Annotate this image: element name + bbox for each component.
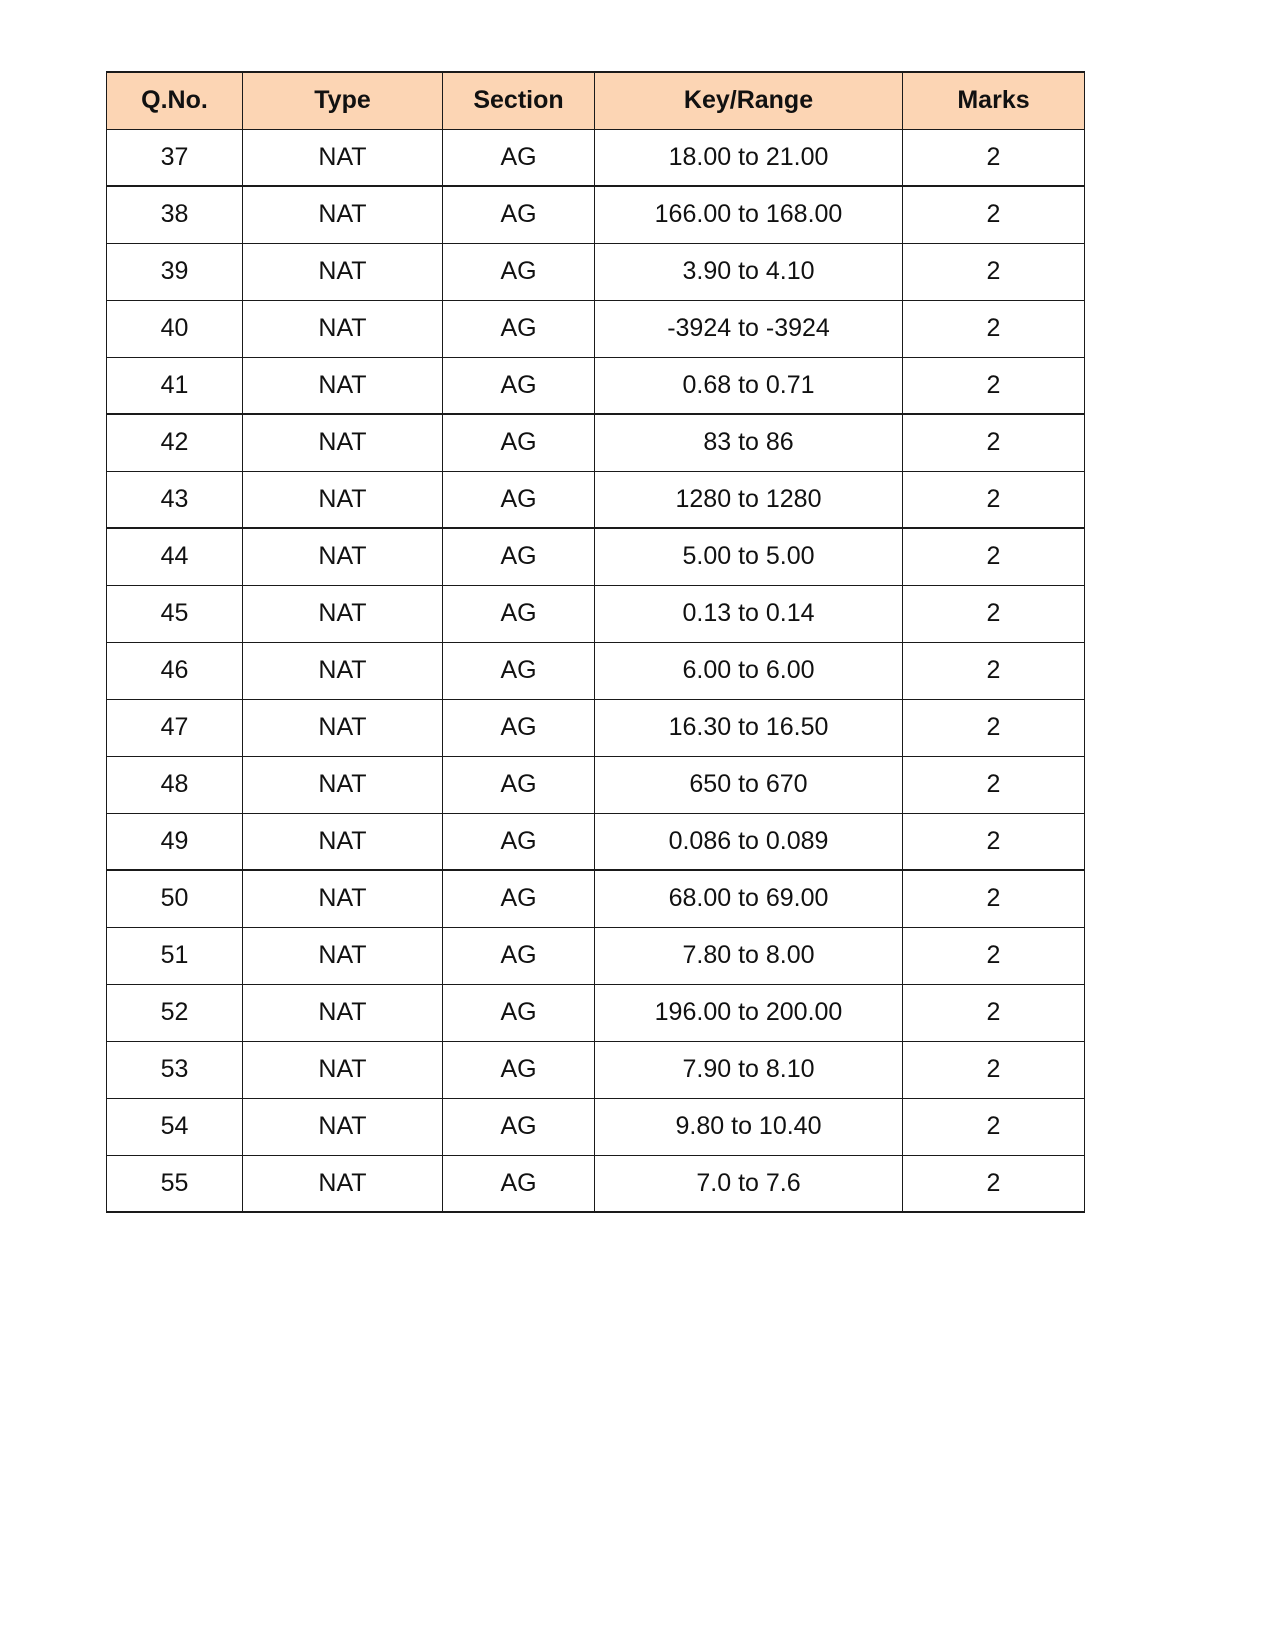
answer-key-table [106, 71, 1085, 1213]
cell-key-range: 0.13 to 0.14 [595, 585, 903, 642]
table-row [107, 129, 1085, 186]
answer-key-sheet [106, 71, 1085, 1213]
table-row [107, 528, 1085, 585]
cell-marks: 2 [903, 699, 1085, 756]
table-row [107, 870, 1085, 927]
column-header-qno: Q.No. [107, 72, 243, 129]
table-row [107, 984, 1085, 1041]
cell-section: AG [443, 414, 595, 471]
cell-section: AG [443, 357, 595, 414]
cell-section: AG [443, 984, 595, 1041]
table-row [107, 357, 1085, 414]
cell-type: NAT [243, 414, 443, 471]
cell-qno: 42 [107, 414, 243, 471]
cell-section: AG [443, 756, 595, 813]
cell-marks: 2 [903, 414, 1085, 471]
cell-key-range: 196.00 to 200.00 [595, 984, 903, 1041]
cell-qno: 37 [107, 129, 243, 186]
cell-section: AG [443, 528, 595, 585]
column-header-key-range: Key/Range [595, 72, 903, 129]
cell-type: NAT [243, 357, 443, 414]
column-header-marks: Marks [903, 72, 1085, 129]
cell-type: NAT [243, 471, 443, 528]
cell-qno: 48 [107, 756, 243, 813]
cell-type: NAT [243, 699, 443, 756]
cell-marks: 2 [903, 243, 1085, 300]
cell-marks: 2 [903, 756, 1085, 813]
cell-key-range: 18.00 to 21.00 [595, 129, 903, 186]
cell-key-range: 650 to 670 [595, 756, 903, 813]
cell-type: NAT [243, 528, 443, 585]
cell-key-range: 6.00 to 6.00 [595, 642, 903, 699]
cell-qno: 45 [107, 585, 243, 642]
cell-type: NAT [243, 642, 443, 699]
cell-key-range: 0.086 to 0.089 [595, 813, 903, 870]
cell-key-range: 0.68 to 0.71 [595, 357, 903, 414]
table-row [107, 1041, 1085, 1098]
cell-qno: 44 [107, 528, 243, 585]
cell-section: AG [443, 243, 595, 300]
cell-type: NAT [243, 756, 443, 813]
cell-marks: 2 [903, 1041, 1085, 1098]
cell-section: AG [443, 1098, 595, 1155]
cell-type: NAT [243, 243, 443, 300]
cell-type: NAT [243, 1098, 443, 1155]
cell-qno: 39 [107, 243, 243, 300]
cell-section: AG [443, 699, 595, 756]
cell-key-range: 16.30 to 16.50 [595, 699, 903, 756]
table-row [107, 585, 1085, 642]
cell-qno: 43 [107, 471, 243, 528]
cell-type: NAT [243, 870, 443, 927]
cell-key-range: 5.00 to 5.00 [595, 528, 903, 585]
cell-key-range: 7.80 to 8.00 [595, 927, 903, 984]
cell-type: NAT [243, 1155, 443, 1212]
cell-type: NAT [243, 1041, 443, 1098]
cell-qno: 40 [107, 300, 243, 357]
table-row [107, 927, 1085, 984]
column-header-type: Type [243, 72, 443, 129]
cell-key-range: 3.90 to 4.10 [595, 243, 903, 300]
table-row [107, 756, 1085, 813]
cell-type: NAT [243, 984, 443, 1041]
cell-qno: 51 [107, 927, 243, 984]
cell-marks: 2 [903, 585, 1085, 642]
cell-key-range: 166.00 to 168.00 [595, 186, 903, 243]
column-header-section: Section [443, 72, 595, 129]
cell-section: AG [443, 300, 595, 357]
cell-type: NAT [243, 813, 443, 870]
cell-section: AG [443, 813, 595, 870]
table-body [107, 129, 1085, 1212]
cell-marks: 2 [903, 300, 1085, 357]
cell-section: AG [443, 471, 595, 528]
cell-qno: 38 [107, 186, 243, 243]
cell-section: AG [443, 186, 595, 243]
table-row [107, 414, 1085, 471]
cell-marks: 2 [903, 186, 1085, 243]
table-header [107, 72, 1085, 129]
cell-type: NAT [243, 129, 443, 186]
cell-section: AG [443, 642, 595, 699]
table-row [107, 1155, 1085, 1212]
cell-marks: 2 [903, 471, 1085, 528]
cell-qno: 41 [107, 357, 243, 414]
cell-qno: 50 [107, 870, 243, 927]
table-row [107, 699, 1085, 756]
cell-marks: 2 [903, 927, 1085, 984]
cell-key-range: 68.00 to 69.00 [595, 870, 903, 927]
table-row [107, 471, 1085, 528]
cell-section: AG [443, 927, 595, 984]
cell-marks: 2 [903, 642, 1085, 699]
cell-key-range: 1280 to 1280 [595, 471, 903, 528]
cell-key-range: 7.90 to 8.10 [595, 1041, 903, 1098]
cell-type: NAT [243, 927, 443, 984]
table-row [107, 642, 1085, 699]
cell-qno: 55 [107, 1155, 243, 1212]
cell-type: NAT [243, 300, 443, 357]
cell-section: AG [443, 129, 595, 186]
table-row [107, 1098, 1085, 1155]
cell-key-range: -3924 to -3924 [595, 300, 903, 357]
cell-section: AG [443, 1155, 595, 1212]
cell-section: AG [443, 1041, 595, 1098]
cell-marks: 2 [903, 870, 1085, 927]
cell-section: AG [443, 585, 595, 642]
cell-section: AG [443, 870, 595, 927]
cell-key-range: 9.80 to 10.40 [595, 1098, 903, 1155]
cell-marks: 2 [903, 528, 1085, 585]
cell-qno: 49 [107, 813, 243, 870]
cell-qno: 54 [107, 1098, 243, 1155]
cell-qno: 52 [107, 984, 243, 1041]
cell-qno: 46 [107, 642, 243, 699]
cell-marks: 2 [903, 129, 1085, 186]
header-row [107, 72, 1085, 129]
cell-type: NAT [243, 585, 443, 642]
cell-key-range: 83 to 86 [595, 414, 903, 471]
cell-marks: 2 [903, 1098, 1085, 1155]
cell-marks: 2 [903, 984, 1085, 1041]
cell-qno: 47 [107, 699, 243, 756]
cell-marks: 2 [903, 1155, 1085, 1212]
cell-marks: 2 [903, 357, 1085, 414]
cell-key-range: 7.0 to 7.6 [595, 1155, 903, 1212]
cell-qno: 53 [107, 1041, 243, 1098]
cell-type: NAT [243, 186, 443, 243]
table-row [107, 243, 1085, 300]
cell-marks: 2 [903, 813, 1085, 870]
table-row [107, 186, 1085, 243]
table-row [107, 300, 1085, 357]
table-row [107, 813, 1085, 870]
